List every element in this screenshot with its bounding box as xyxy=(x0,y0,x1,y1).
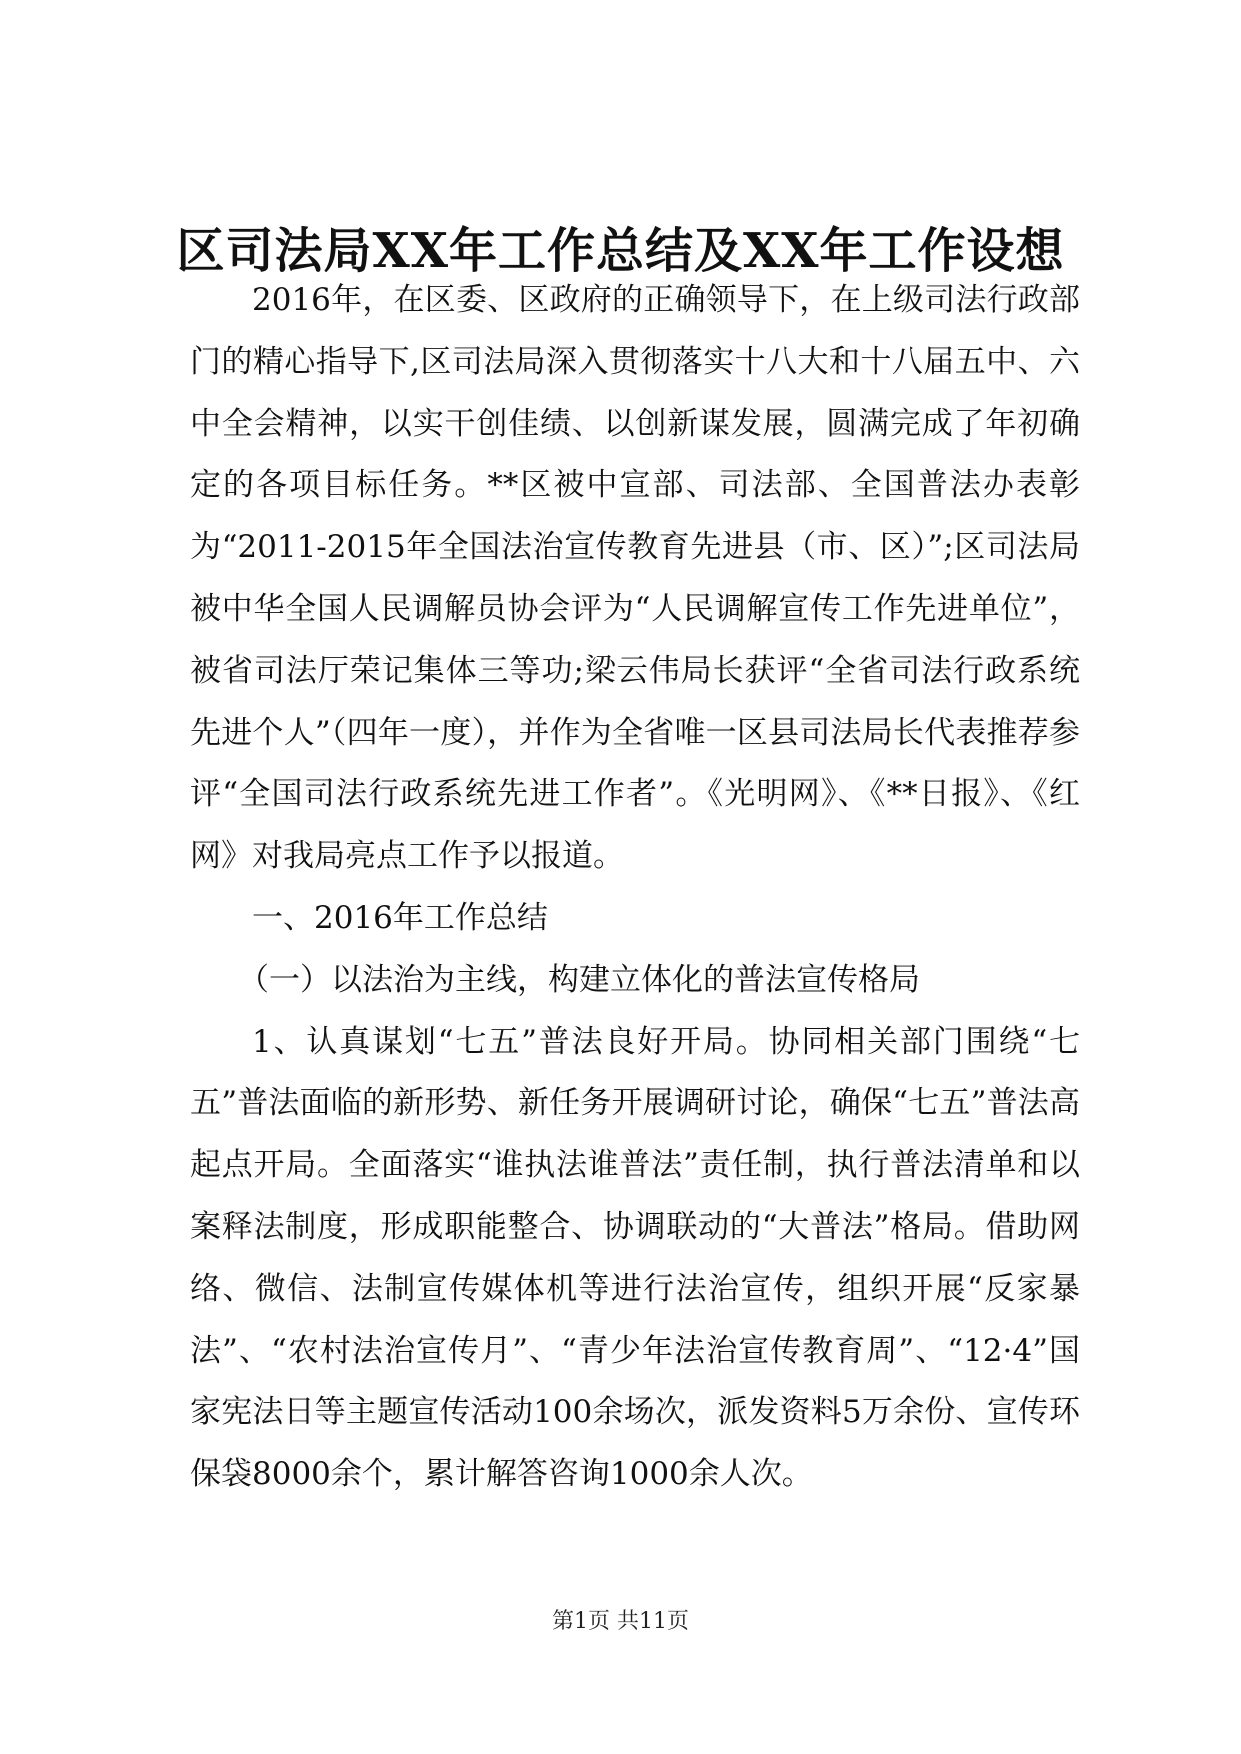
document-body xyxy=(190,270,1080,1506)
intro-paragraph: 2016年，在区委、区政府的正确领导下，在上级司法行政部门的精心指导下,区司法局深入贯彻落实十八大和十八届五中、六中全会精神，以实干创佳绩、以创新谋发展，圆满完成了年初确定的各项目标任务。**区被中宣部、司法部、全国普法办表彰为“2011-2015年全国法治宣传教育先进县（市、区）”;区司法局被中华全国人民调解员协会评为“人民调解宣传工作先进单位”，被省司法厅荣记集体三等功;梁云伟局长获评“全省司法行政系统先进个人”（四年一度），并作为全省唯一区县司法局长代表推荐参评“全国司法行政系统先进工作者”。《光明网》、《**日报》、《红网》对我局亮点工作予以报道。 xyxy=(190,282,1080,875)
document-title: 区司法局XX年工作总结及XX年工作设想 xyxy=(176,223,1065,279)
page-footer: 第1页 共11页 xyxy=(552,1609,689,1634)
section-heading: 一、2016年工作总结 xyxy=(252,899,548,936)
item-1-paragraph: 1、认真谋划“七五”普法良好开局。协同相关部门围绕“七五”普法面临的新形势、新任务开展调研讨论，确保“七五”普法高起点开局。全面落实“谁执法谁普法”责任制，执行普法清单和以案释法制度，形成职能整合、协调联动的“大普法”格局。借助网络、微信、法制宣传媒体机等进行法治宣传，组织开展“反家暴法”、“农村法治宣传月”、“青少年法治宣传教育周”、“12·4”国家宪法日等主题宣传活动100余场次，派发资料5万余份、宣传环保袋8000余个，累计解答咨询1000余人次。 xyxy=(190,1023,1080,1493)
subsection-heading: （一）以法治为主线，构建立体化的普法宣传格局 xyxy=(238,961,921,998)
